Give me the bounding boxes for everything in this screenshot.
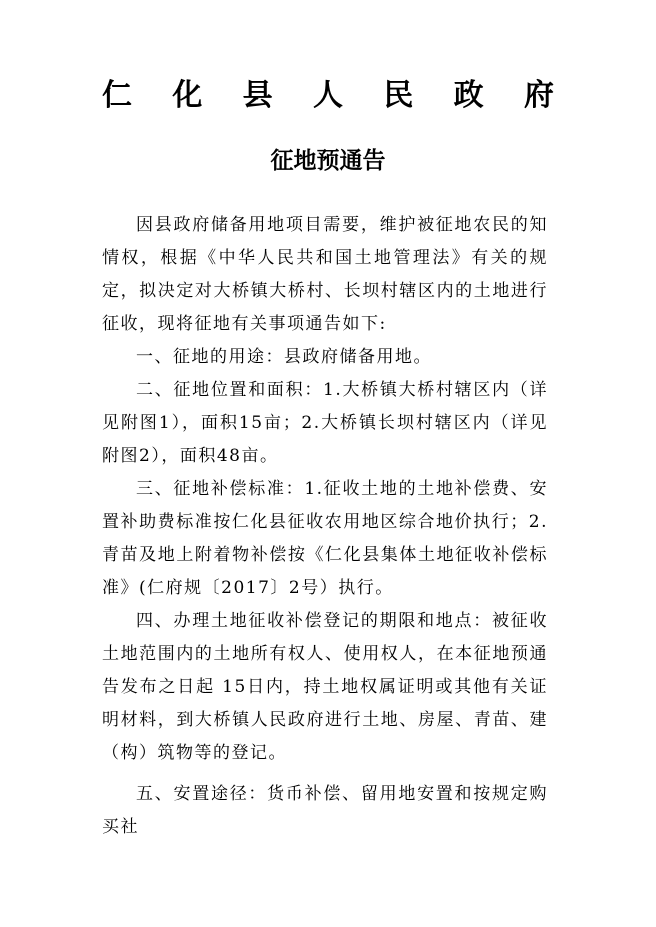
- government-title-char: 政: [453, 78, 484, 113]
- paragraph-registration: 四、办理土地征收补偿登记的期限和地点：被征收土地范围内的土地所有权人、使用权人，在本征地预通告发布之日起 15日内，持土地权属证明或其他有关证明材料，到大桥镇人民政府进行土地、房屋、青苗、建（构）筑物等的登记。: [102, 611, 548, 763]
- document-body: [102, 209, 548, 844]
- government-title-char: 仁: [102, 78, 132, 113]
- notice-title: 征地预通告: [270, 147, 386, 174]
- paragraph-purpose: 一、征地的用途：县政府储备用地。: [136, 347, 432, 367]
- government-title-char: 人: [312, 78, 343, 113]
- paragraph-resettlement: 五、安置途径：货币补偿、留用地安置和按规定购买社: [102, 784, 548, 837]
- paragraph-location-area: 二、征地位置和面积：1.大桥镇大桥村辖区内（详见附图1），面积15亩；2.大桥镇长坝村辖区内（详见附图2），面积48亩。: [102, 380, 548, 466]
- government-title: [102, 76, 554, 116]
- government-title-char: 县: [242, 78, 273, 113]
- government-title-char: 民: [383, 78, 414, 113]
- paragraph-compensation-standard: 三、征地补偿标准：1.征收土地的土地补偿费、安置补助费标准按仁化县征收农用地区综合地价执行；2.青苗及地上附着物补偿按《仁化县集体土地征收补偿标准》(仁府规〔2017〕2号）执行。: [102, 479, 548, 598]
- government-title-char: 化: [172, 78, 203, 113]
- government-title-char: 府: [523, 78, 554, 113]
- paragraph-intro: 因县政府储备用地项目需要，维护被征地农民的知情权，根据《中华人民共和国土地管理法》有关的规定，拟决定对大桥镇大桥村、长坝村辖区内的土地进行征收，现将征地有关事项通告如下:: [102, 215, 548, 334]
